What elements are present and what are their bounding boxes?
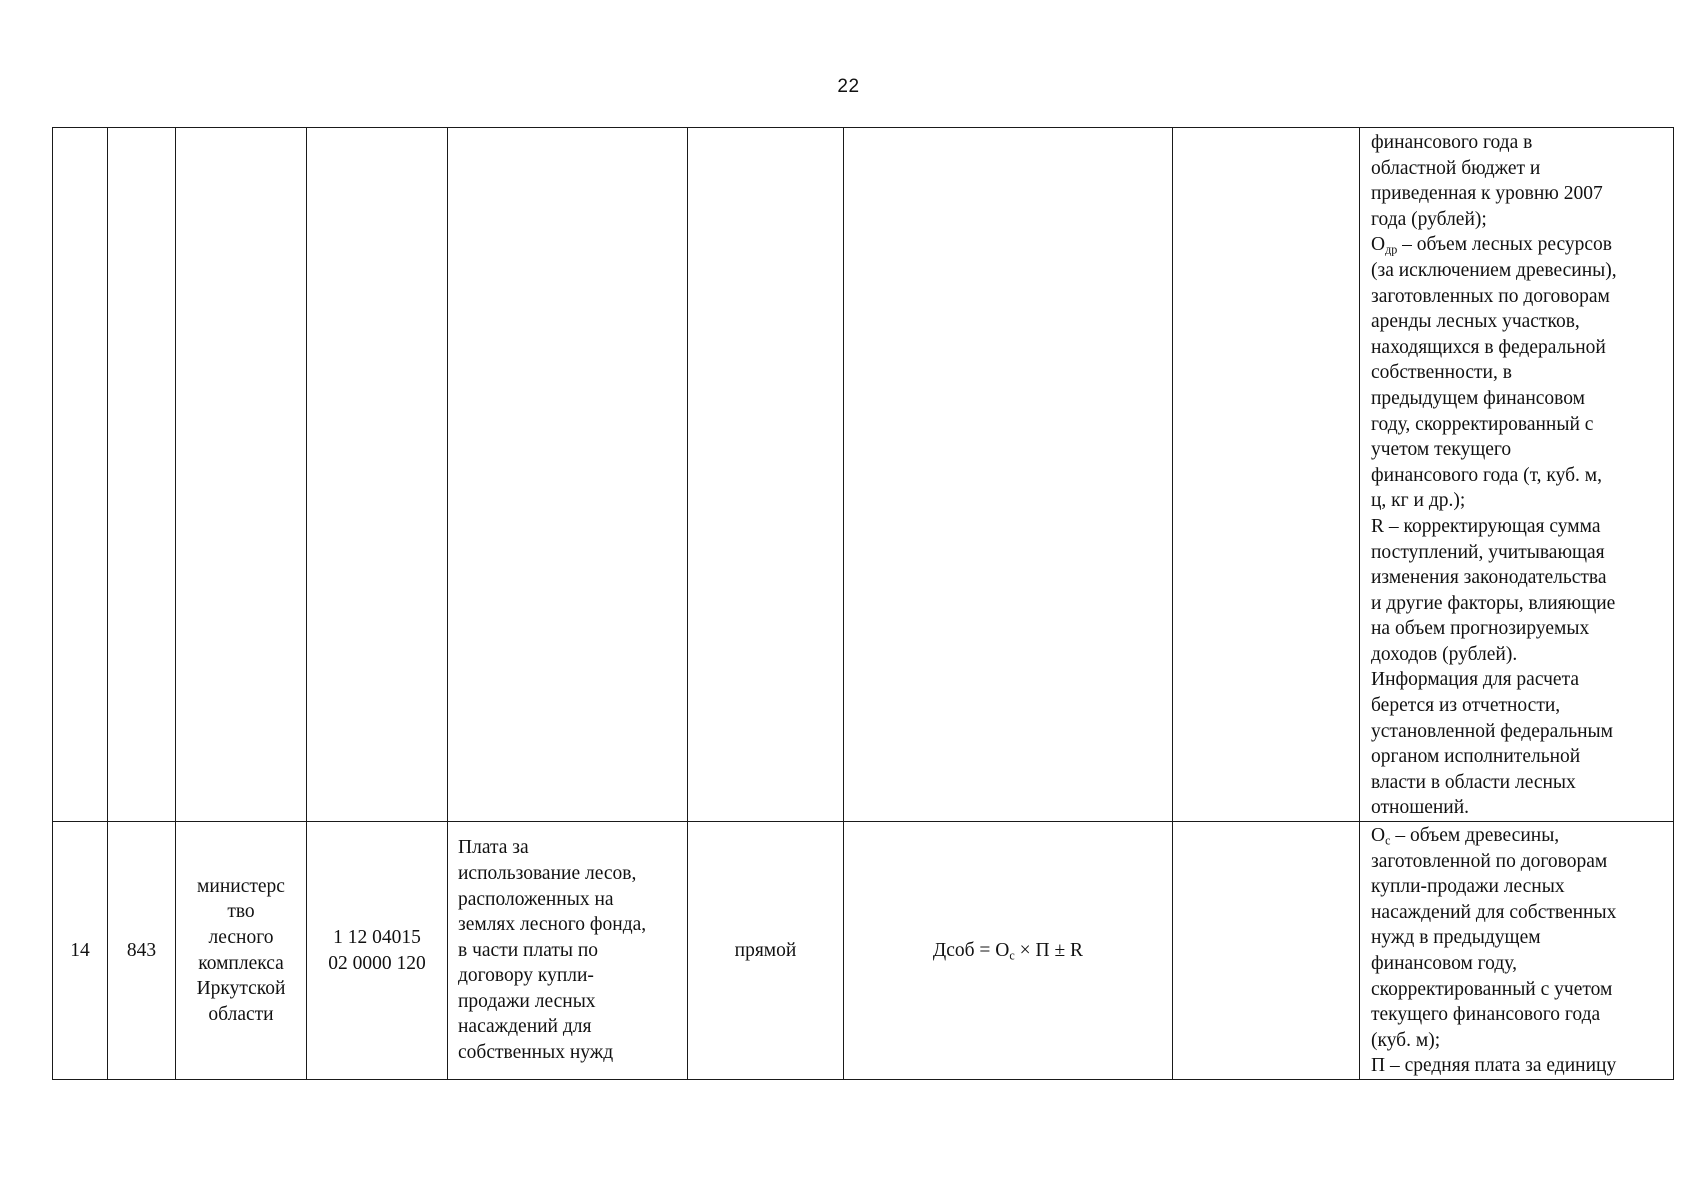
revenue-name-line: насаждений для: [458, 1016, 592, 1038]
formula-subscript: с: [1009, 948, 1015, 963]
table-row-14: [53, 822, 1674, 1080]
description-line: насаждений для собственных: [1371, 901, 1617, 923]
oc-definition-line: [1371, 823, 1669, 849]
description-line: приведенная к уровню 2007: [1371, 183, 1603, 205]
description-line: поступлений, учитывающая: [1371, 541, 1605, 563]
description-line: финансового года в: [1371, 132, 1533, 153]
cell-algorithm: [1173, 822, 1360, 1080]
description-line: нужд в предыдущем: [1371, 927, 1541, 949]
odr-subscript: др: [1385, 243, 1398, 257]
cell-number: [53, 128, 108, 822]
cell-kbk: [307, 128, 448, 822]
cell-formula: [844, 822, 1173, 1080]
formula-suffix: × П ± R: [1014, 939, 1084, 961]
cell-method: [688, 822, 844, 1080]
cell-method: [688, 128, 844, 822]
cell-revenue-name: [448, 822, 688, 1080]
kbk-line: 1 12 04015: [333, 926, 421, 948]
description-line: доходов (рублей).: [1371, 643, 1518, 665]
revenue-name-line: землях лесного фонда,: [458, 914, 647, 936]
revenue-name-line: Плата за: [458, 837, 529, 859]
cell-description: [1360, 128, 1674, 822]
revenue-name-line: договору купли-: [458, 965, 594, 987]
revenue-name-line: расположенных на: [458, 888, 614, 910]
description-line: областной бюджет и: [1371, 157, 1541, 179]
cell-formula: [844, 128, 1173, 822]
cell-admin-name: [176, 822, 307, 1080]
description-line: власти в области лесных: [1371, 771, 1576, 793]
description-line: заготовленной по договорам: [1371, 850, 1608, 872]
description-line: установленной федеральным: [1371, 720, 1613, 742]
description-line: изменения законодательства: [1371, 567, 1607, 589]
odr-definition-line: [1371, 232, 1669, 258]
page-number: 22: [837, 76, 860, 97]
description-line: (за исключением древесины),: [1371, 259, 1617, 281]
description-line: году, скорректированный с: [1371, 413, 1594, 435]
description-line: финансового года (т, куб. м,: [1371, 464, 1602, 486]
description-line: ц, кг и др.);: [1371, 490, 1466, 512]
admin-name-line: комплекса: [198, 952, 284, 974]
oc-subscript: с: [1385, 833, 1391, 848]
description-line: скорректированный с учетом: [1371, 978, 1613, 1000]
admin-name-line: лесного: [208, 926, 274, 948]
description-line: учетом текущего: [1371, 439, 1512, 461]
description-line: находящихся в федеральной: [1371, 336, 1606, 358]
row-number: 14: [70, 939, 90, 961]
kbk-line: 02 0000 120: [328, 952, 426, 974]
revenue-name-line: продажи лесных: [458, 990, 596, 1012]
oc-symbol: О: [1371, 825, 1386, 847]
cell-description: [1360, 822, 1674, 1080]
calculation-method: прямой: [734, 939, 797, 961]
description-line: Информация для расчета: [1371, 669, 1579, 691]
cell-admin-code: [108, 128, 176, 822]
cell-admin-code: [108, 822, 176, 1080]
admin-name-line: области: [208, 1003, 274, 1025]
formula: [933, 940, 1083, 961]
description-line: R – корректирующая сумма: [1371, 515, 1601, 537]
description-line: аренды лесных участков,: [1371, 311, 1580, 333]
admin-code: 843: [126, 939, 157, 961]
oc-definition-text: – объем древесины,: [1390, 825, 1560, 847]
cell-revenue-name: [448, 128, 688, 822]
cell-admin-name: [176, 128, 307, 822]
description-line: года (рублей);: [1371, 208, 1487, 230]
cell-algorithm: [1173, 128, 1360, 822]
description-line: берется из отчетности,: [1371, 695, 1561, 717]
revenue-name-line: использование лесов,: [458, 862, 637, 884]
description-line: и другие факторы, влияющие: [1371, 592, 1616, 614]
table-row-continuation: [53, 128, 1674, 822]
description-line: органом исполнительной: [1371, 746, 1581, 768]
description-line: собственности, в: [1371, 362, 1512, 384]
cell-number: [53, 822, 108, 1080]
description-line: (куб. м);: [1371, 1029, 1441, 1051]
cell-kbk: [307, 822, 448, 1080]
admin-name-line: министерс: [197, 875, 285, 897]
description-line: текущего финансового года: [1371, 1004, 1601, 1026]
description-line: П – средняя плата за единицу: [1371, 1055, 1617, 1077]
admin-name-line: Иркутской: [196, 978, 286, 1000]
odr-definition-text: – объем лесных ресурсов: [1397, 234, 1613, 256]
revenue-calculation-table: [52, 127, 1674, 1080]
description-line: отношений.: [1371, 797, 1470, 819]
description-line: на объем прогнозируемых: [1371, 618, 1590, 640]
description-line: заготовленных по договорам: [1371, 285, 1610, 307]
formula-prefix: Дсоб = О: [932, 939, 1010, 961]
odr-symbol: О: [1371, 234, 1386, 256]
revenue-name-line: собственных нужд: [458, 1042, 614, 1064]
description-line: финансовом году,: [1371, 953, 1517, 974]
admin-name-line: тво: [227, 901, 255, 923]
revenue-name-line: в части платы по: [458, 939, 599, 961]
description-line: купли-продажи лесных: [1371, 876, 1565, 898]
description-line: предыдущем финансовом: [1371, 387, 1585, 409]
